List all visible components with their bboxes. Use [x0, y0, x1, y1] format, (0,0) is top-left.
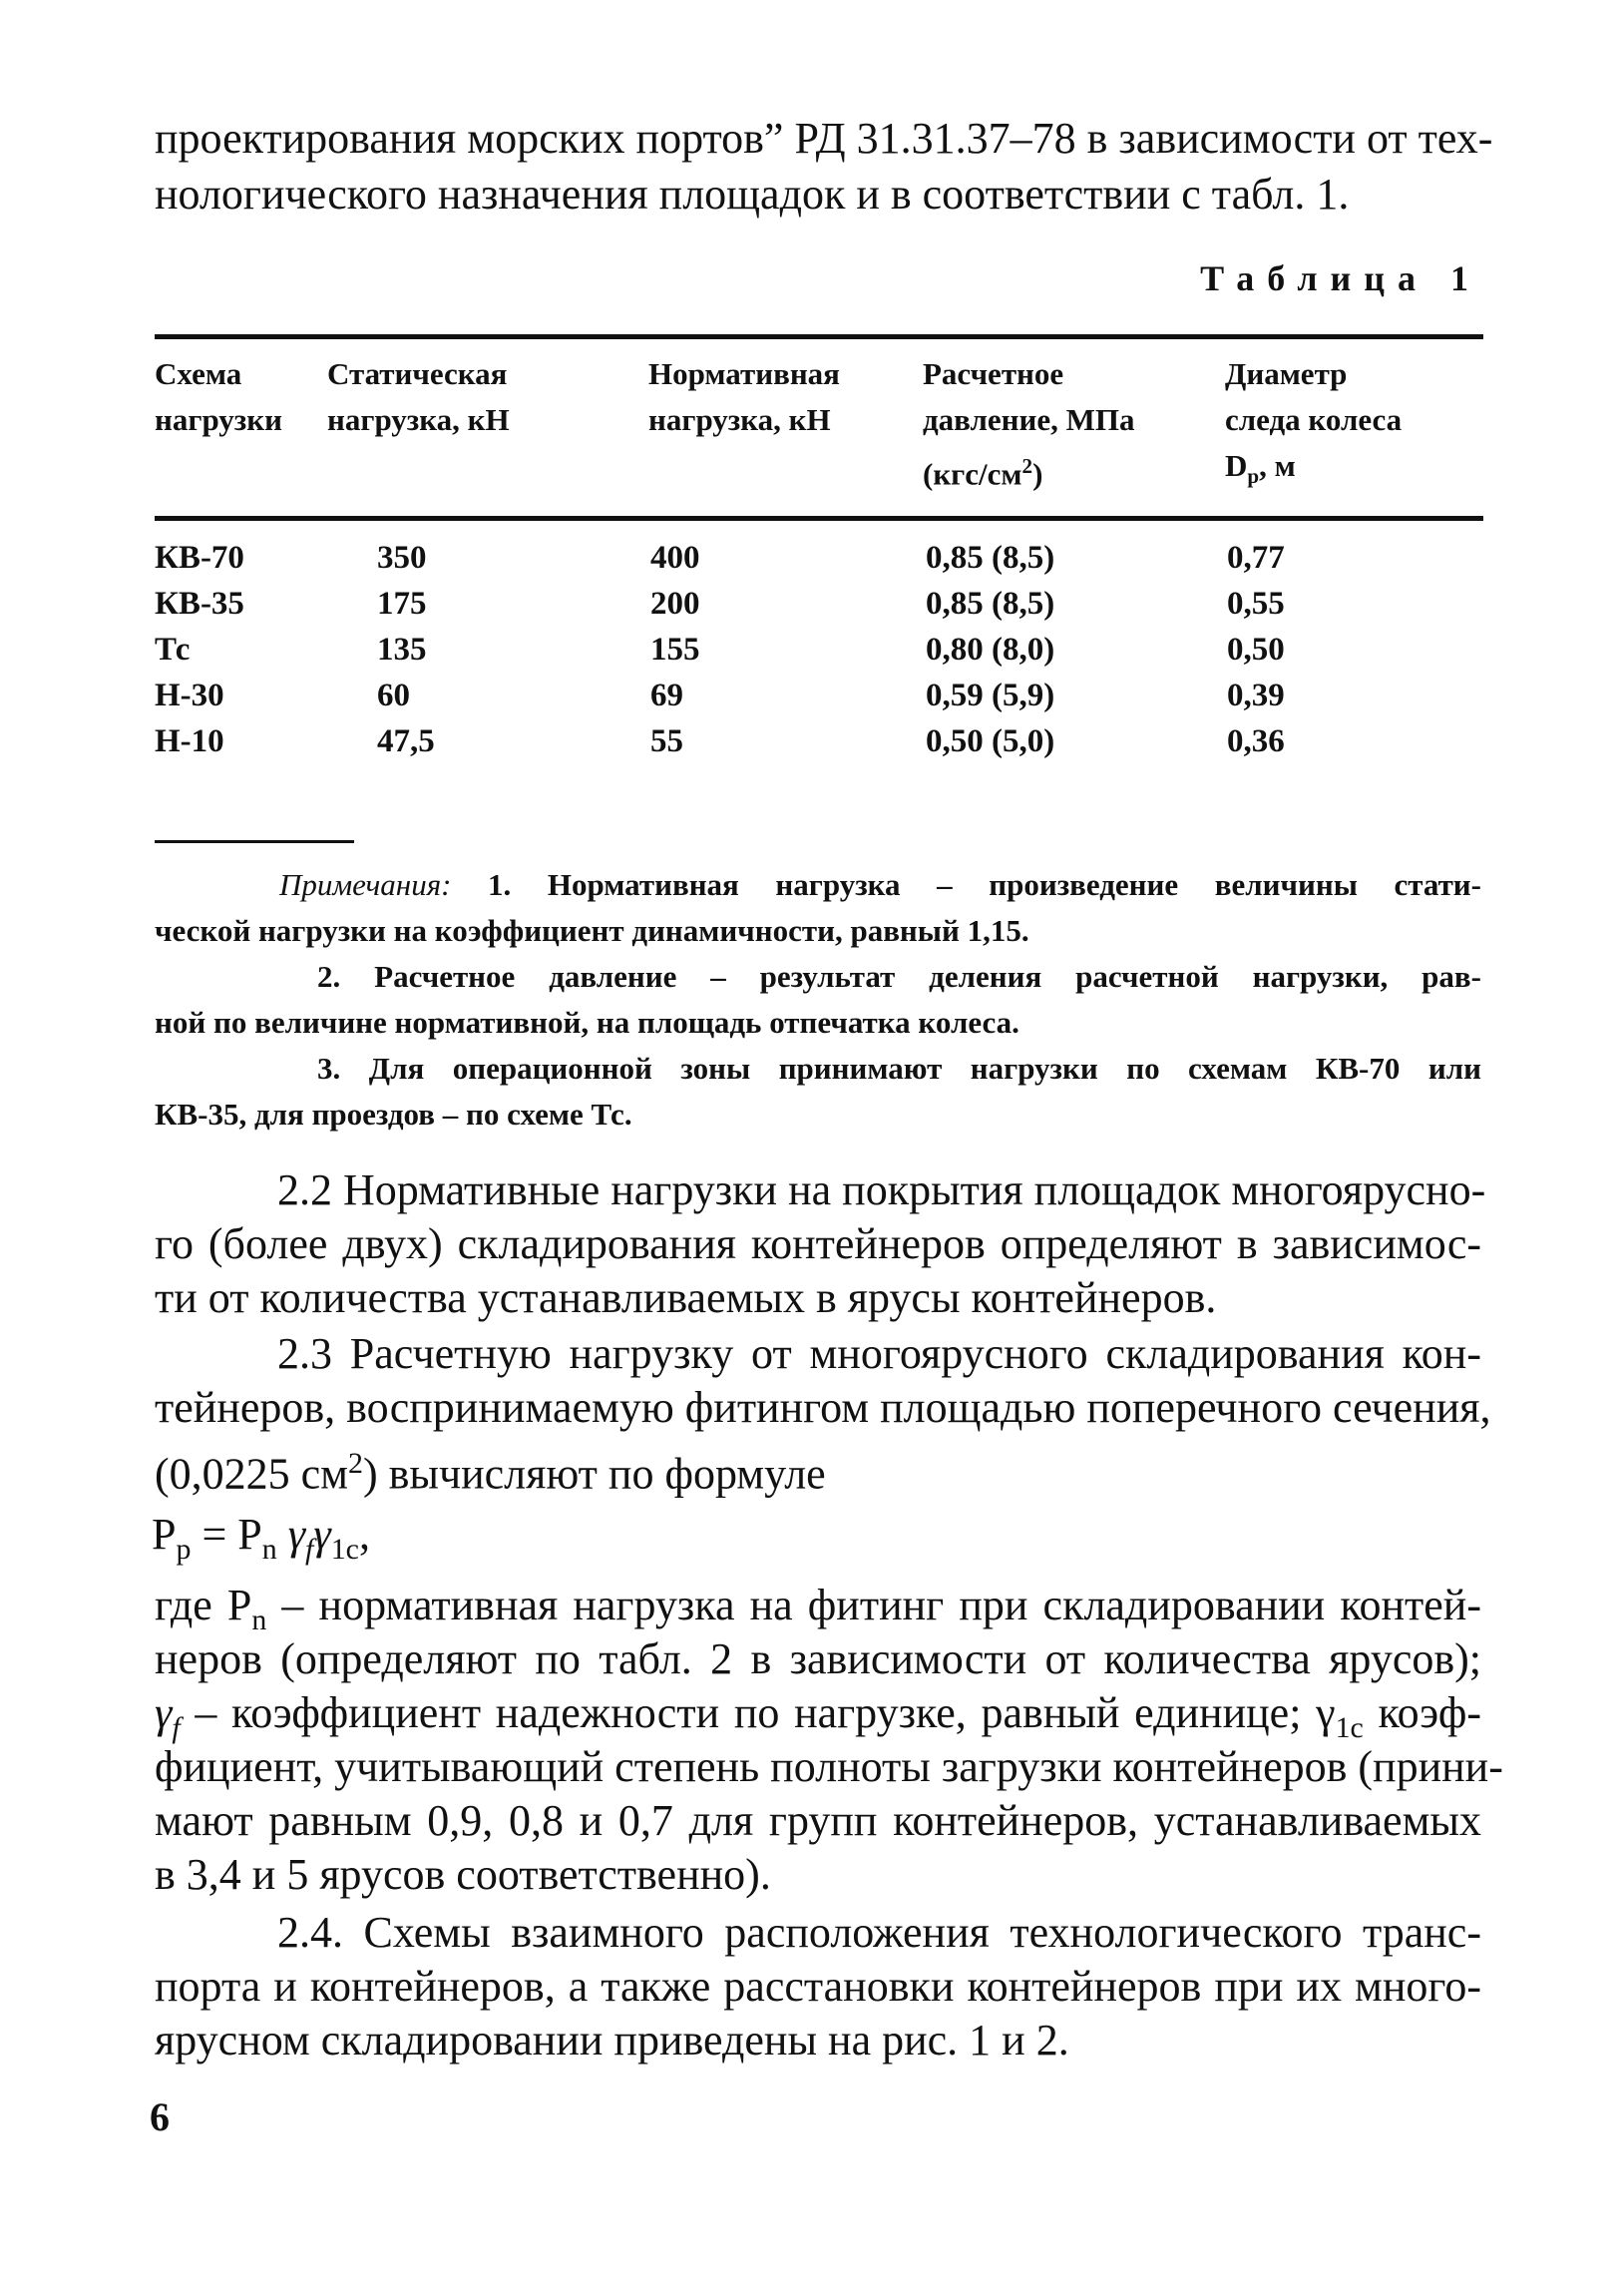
header-scheme-line-2: нагрузки: [155, 402, 282, 437]
header-diameter-line-3: [1225, 443, 1402, 499]
header-static-line-1: Статическая: [327, 356, 508, 391]
header-pressure-line-2: давление, МПа: [923, 402, 1135, 437]
where-line-2: неров (определяют по табл. 2 в зависимости от количества ярусов);: [155, 1634, 1481, 1683]
cell-normative: 155: [650, 632, 700, 668]
note-1-text: 1. Нормативная нагрузка – произведение величины стати-: [451, 867, 1481, 902]
para-2-2-line-3: ти от количества устанавливаемых в ярусы контейнеров.: [155, 1273, 1217, 1322]
where-gamma-lc-text: коэф-: [1363, 1688, 1481, 1737]
cell-normative: 55: [650, 723, 683, 759]
para-2-3-line-3: [155, 1437, 1481, 1502]
header-diameter-symbol: D: [1225, 448, 1248, 483]
where-pn-text: – нормативная нагрузка на фитинг при складировании контей-: [266, 1581, 1481, 1629]
formula-gamma-lc-sub: 1c: [330, 1532, 359, 1566]
where-gamma-lc-sub: 1c: [1335, 1710, 1364, 1744]
header-pressure-line-3: [923, 443, 1135, 497]
header-diameter-sub: р: [1247, 464, 1260, 489]
header-pressure-close: ): [1032, 456, 1043, 492]
cell-diameter: 0,50: [1227, 632, 1285, 668]
cell-pressure: 0,85 (8,5): [926, 586, 1055, 622]
where-line-4: фициент, учитывающий степень полноты загрузки контейнеров (прини-: [155, 1742, 1503, 1791]
header-diameter-line-1: Диаметр: [1225, 356, 1348, 391]
cell-static: 47,5: [377, 723, 435, 759]
cell-normative: 400: [650, 540, 700, 576]
area-exp: 2: [348, 1447, 363, 1480]
header-diameter-unit: , м: [1259, 448, 1296, 483]
header-design-pressure: [923, 351, 1135, 497]
table-caption: Таблица 1: [1200, 258, 1481, 298]
table-header-rule: [155, 516, 1483, 521]
header-normative-line-1: Нормативная: [648, 356, 840, 391]
header-static-load: [327, 351, 510, 443]
note-3-line-1: 3. Для операционной зоны принимают нагрузки по схемам КВ-70 или: [317, 1051, 1481, 1086]
where-gamma-text: – коэффициент надежности по нагрузке, равный единице; γ: [180, 1688, 1336, 1737]
cell-pressure: 0,59 (5,9): [926, 678, 1055, 713]
header-normative-line-2: нагрузка, кН: [648, 402, 831, 437]
para-2-3-line-1: 2.3 Расчетную нагрузку от многоярусного складирования кон-: [277, 1329, 1481, 1378]
cell-pressure: 0,80 (8,0): [926, 632, 1055, 668]
header-pressure-exp: 2: [1021, 454, 1033, 478]
para-2-3-line-2: тейнеров, воспринимаемую фитингом площадью поперечного сечения,: [155, 1383, 1491, 1432]
where-pn: где P: [155, 1581, 252, 1629]
formula-gamma-f-sub: f: [305, 1532, 314, 1566]
formula: [152, 1505, 370, 1580]
formula-comma: ,: [358, 1510, 370, 1559]
cell-scheme: Н-10: [155, 723, 224, 759]
header-pressure-unit: (кгс/см: [923, 456, 1022, 492]
formula-pn: P: [237, 1510, 262, 1559]
cell-diameter: 0,36: [1227, 723, 1285, 759]
para-2-4-line-3: ярусном складировании приведены на рис. 1 и 2.: [155, 2016, 1069, 2065]
header-scheme: [155, 351, 282, 443]
notes-separator: [155, 840, 354, 843]
cell-static: 350: [377, 540, 427, 576]
cell-normative: 69: [650, 678, 683, 713]
cell-static: 60: [377, 678, 410, 713]
header-normative-load: [648, 351, 840, 443]
note-1-line-1: [279, 862, 1481, 908]
header-wheel-diameter: [1225, 351, 1402, 499]
where-gamma-f-sub: f: [172, 1710, 181, 1744]
where-gamma-f: γ: [155, 1688, 173, 1737]
cell-scheme: Н-30: [155, 678, 224, 713]
cell-diameter: 0,55: [1227, 586, 1285, 622]
cell-static: 135: [377, 632, 427, 668]
cell-static: 175: [377, 586, 427, 622]
cell-pressure: 0,50 (5,0): [926, 723, 1055, 759]
note-2-line-1: 2. Расчетное давление – результат деления расчетной нагрузки, рав-: [317, 959, 1481, 994]
notes-label: Примечания:: [279, 867, 452, 902]
intro-line-2: нологического назначения площадок и в соответствии с табл. 1.: [155, 170, 1350, 219]
where-line-5: мают равным 0,9, 0,8 и 0,7 для групп контейнеров, устанавливаемых: [155, 1796, 1481, 1845]
formula-p-sub: p: [176, 1532, 192, 1566]
cell-normative: 200: [650, 586, 700, 622]
header-static-line-2: нагрузка, кН: [327, 402, 510, 437]
para-2-2-line-1: 2.2 Нормативные нагрузки на покрытия площадок многоярусно-: [277, 1165, 1486, 1214]
formula-eq: =: [191, 1510, 238, 1559]
cell-diameter: 0,39: [1227, 678, 1285, 713]
cell-scheme: КВ-35: [155, 586, 244, 622]
header-scheme-line-1: Схема: [155, 356, 242, 391]
area-tail: ) вычисляют по формуле: [362, 1449, 826, 1499]
para-2-4-line-2: порта и контейнеров, а также расстановки контейнеров при их много-: [155, 1962, 1481, 2011]
table-top-rule: [155, 334, 1483, 339]
formula-gamma-lc: γ: [313, 1510, 331, 1559]
header-diameter-line-2: следа колеса: [1225, 402, 1403, 437]
formula-p: P: [152, 1510, 177, 1559]
note-2-line-2: ной по величине нормативной, на площадь отпечатка колеса.: [155, 1005, 1019, 1040]
para-2-2-line-2: го (более двух) складирования контейнеров определяют в зависимос-: [155, 1219, 1481, 1268]
area-value: (0,0225 см: [155, 1449, 349, 1499]
intro-line-1: проектирования морских портов” РД 31.31.37–78 в зависимости от тех-: [155, 114, 1493, 163]
note-3-line-2: КВ-35, для проездов – по схеме Тс.: [155, 1097, 632, 1132]
where-pn-sub: n: [251, 1603, 267, 1636]
note-1-line-2: ческой нагрузки на коэффициент динамичности, равный 1,15.: [155, 913, 1029, 948]
cell-scheme: КВ-70: [155, 540, 244, 576]
cell-scheme: Тс: [155, 632, 191, 668]
page-number: 6: [150, 2094, 170, 2139]
where-line-6: в 3,4 и 5 ярусов соответственно).: [155, 1850, 771, 1899]
cell-pressure: 0,85 (8,5): [926, 540, 1055, 576]
header-pressure-line-1: Расчетное: [923, 356, 1064, 391]
cell-diameter: 0,77: [1227, 540, 1285, 576]
para-2-4-line-1: 2.4. Схемы взаимного расположения технологического транс-: [277, 1908, 1481, 1957]
formula-gamma-f: γ: [287, 1510, 306, 1559]
formula-pn-sub: n: [261, 1532, 277, 1566]
